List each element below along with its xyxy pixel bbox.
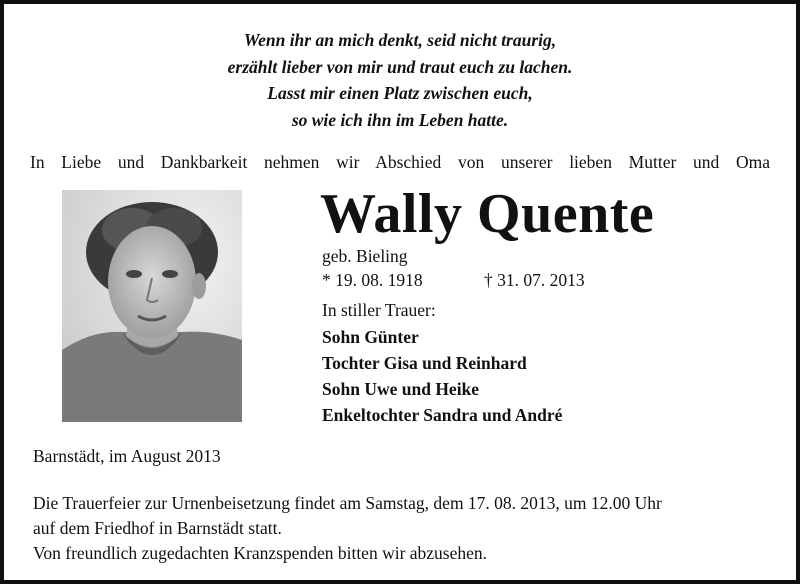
poem-line: erzählt lieber von mir und traut euch zu lachen. <box>227 56 573 77</box>
service-line: Die Trauerfeier zur Urnenbeisetzung findet am Samstag, dem 17. 08. 2013, um 12.00 Uhr <box>33 493 662 513</box>
intro-text: In Liebe und Dankbarkeit nehmen wir Abschied von unserer lieben Mutter und Oma <box>30 152 770 172</box>
deceased-name: Wally Quente <box>320 183 655 245</box>
poem-line: Lasst mir einen Platz zwischen euch, <box>267 83 533 103</box>
portrait-photo <box>62 190 242 422</box>
service-line: auf dem Friedhof in Barnstädt statt. <box>33 518 282 538</box>
mourner-name: Enkeltochter Sandra und André <box>322 405 563 425</box>
death-date: † 31. 07. 2013 <box>484 270 585 290</box>
mourners-list <box>322 324 562 428</box>
mourner-name: Tochter Gisa und Reinhard <box>322 353 527 373</box>
place-date: Barnstädt, im August 2013 <box>33 446 221 466</box>
life-dates <box>322 269 585 291</box>
poem <box>4 27 796 133</box>
poem-line: so wie ich ihn im Leben hatte. <box>291 109 509 130</box>
service-line: Von freundlich zugedachten Kranzspenden bitten wir abzusehen. <box>33 543 488 563</box>
born-name: geb. Bieling <box>322 246 408 266</box>
mourner-name: Sohn Uwe und Heike <box>322 379 480 399</box>
mourner-name: Sohn Günter <box>322 327 419 347</box>
service-info <box>33 491 662 566</box>
poem-line: Wenn ihr an mich denkt, seid nicht traurig, <box>243 30 557 50</box>
birth-date: * 19. 08. 1918 <box>322 270 423 290</box>
mourning-label: In stiller Trauer: <box>322 300 436 320</box>
